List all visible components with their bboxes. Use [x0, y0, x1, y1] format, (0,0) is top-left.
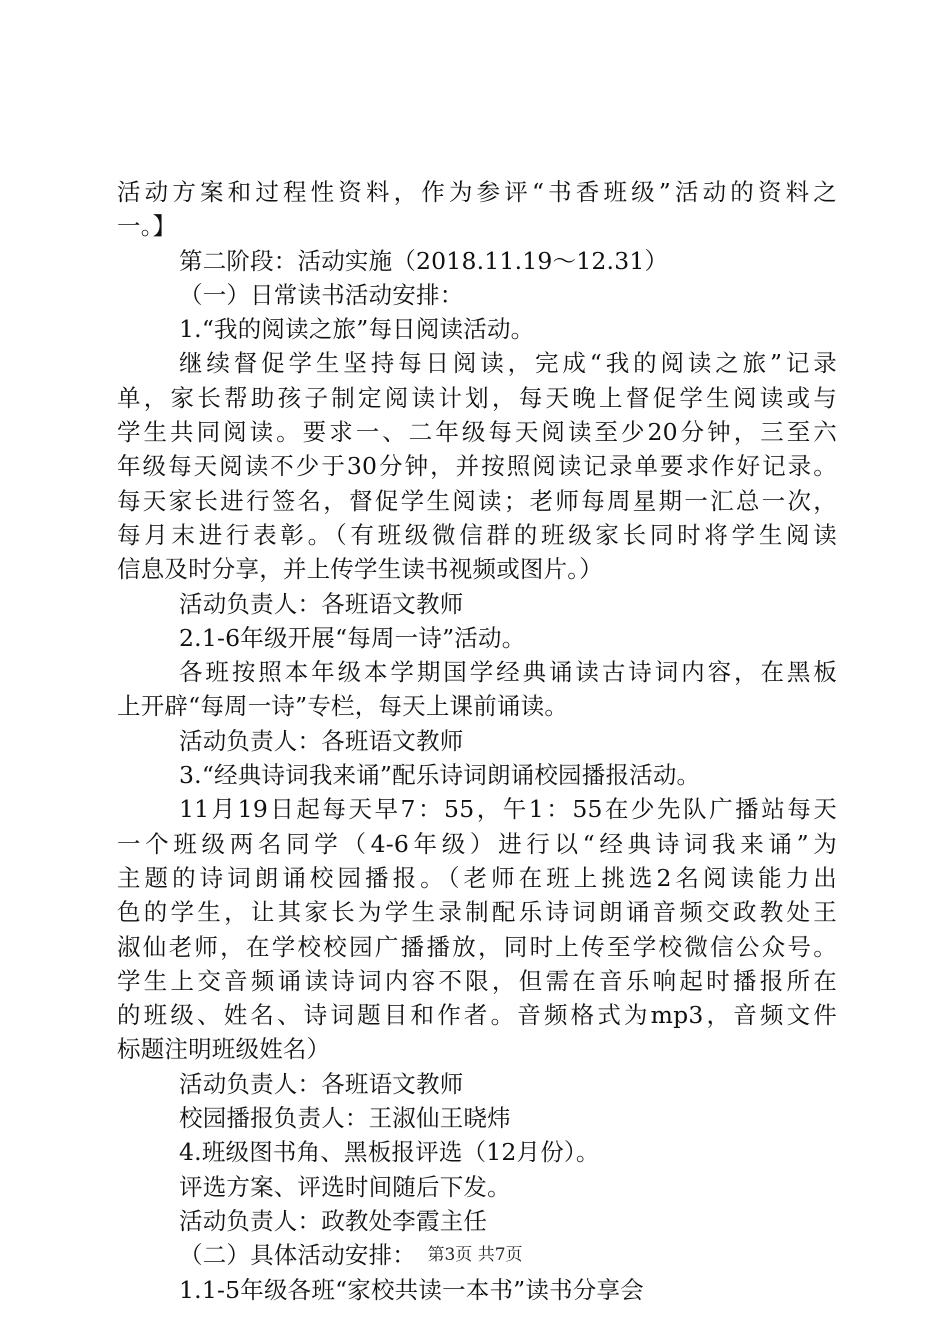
text-line: （二）具体活动安排：	[179, 1241, 416, 1270]
text-line: 各班按照本年级本学期国学经典诵读古诗词内容，在黑板	[179, 658, 837, 687]
text-line: 每月末进行表彰。（有班级微信群的班级家长同时将学生阅读	[117, 520, 837, 549]
text-line: 校园播报负责人：王淑仙王晓炜	[179, 1104, 511, 1133]
text-line: 4.班级图书角、黑板报评选（12月份）。	[179, 1138, 600, 1167]
text-line: 1.1-5年级各班“家校共读一本书”读书分享会	[179, 1275, 644, 1304]
text-line: 一。】	[117, 212, 177, 241]
text-line: 学生共同阅读。要求一、二年级每天阅读至少20分钟，三至六	[117, 418, 837, 447]
text-line: 活动负责人：政教处李霞主任	[179, 1206, 488, 1235]
text-line: 继续督促学生坚持每日阅读，完成“我的阅读之旅”记录	[179, 349, 837, 378]
text-line: 的班级、姓名、诗词题目和作者。音频格式为mp3，音频文件	[117, 1001, 837, 1030]
text-line: 单，家长帮助孩子制定阅读计划，每天晚上督促学生阅读或与	[117, 383, 837, 412]
page-footer: 第3页 共7页	[427, 1245, 523, 1265]
text-line: 1.“我的阅读之旅”每日阅读活动。	[179, 315, 535, 344]
text-line: 色的学生，让其家长为学生录制配乐诗词朗诵音频交政教处王	[117, 898, 837, 927]
text-line: 一个班级两名同学（4-6年级）进行以“经典诗词我来诵”为	[117, 829, 837, 858]
text-line: 活动负责人：各班语文教师	[179, 726, 464, 755]
text-line: 每天家长进行签名，督促学生阅读；老师每周星期一汇总一次，	[117, 486, 837, 515]
text-line: 活动方案和过程性资料，作为参评“书香班级”活动的资料之	[117, 178, 837, 206]
text-line: 评选方案、评选时间随后下发。	[179, 1172, 511, 1201]
text-line: （一）日常读书活动安排：	[179, 280, 464, 309]
text-line: 活动负责人：各班语文教师	[179, 1069, 464, 1098]
document-body	[117, 175, 837, 1307]
text-line: 第二阶段：活动实施（2018.11.19～12.31）	[179, 246, 669, 275]
text-line: 3.“经典诗词我来诵”配乐诗词朗诵校园播报活动。	[179, 761, 701, 790]
text-line: 标题注明班级姓名）	[117, 1035, 331, 1064]
text-line: 学生上交音频诵读诗词内容不限，但需在音乐响起时播报所在	[117, 966, 837, 995]
text-line: 11月19日起每天早7：55，午1：55在少先队广播站每天	[179, 795, 837, 824]
text-line: 2.1-6年级开展“每周一诗”活动。	[179, 623, 526, 652]
text-line: 信息及时分享，并上传学生读书视频或图片。）	[117, 555, 603, 584]
text-line: 淑仙老师，在学校校园广播播放，同时上传至学校微信公众号。	[117, 932, 837, 961]
text-line: 活动负责人：各班语文教师	[179, 589, 464, 618]
text-line: 年级每天阅读不少于30分钟，并按照阅读记录单要求作好记录。	[117, 452, 837, 481]
text-line: 上开辟“每周一诗”专栏，每天上课前诵读。	[117, 692, 569, 721]
text-line: 主题的诗词朗诵校园播报。（老师在班上挑选2名阅读能力出	[117, 863, 837, 892]
